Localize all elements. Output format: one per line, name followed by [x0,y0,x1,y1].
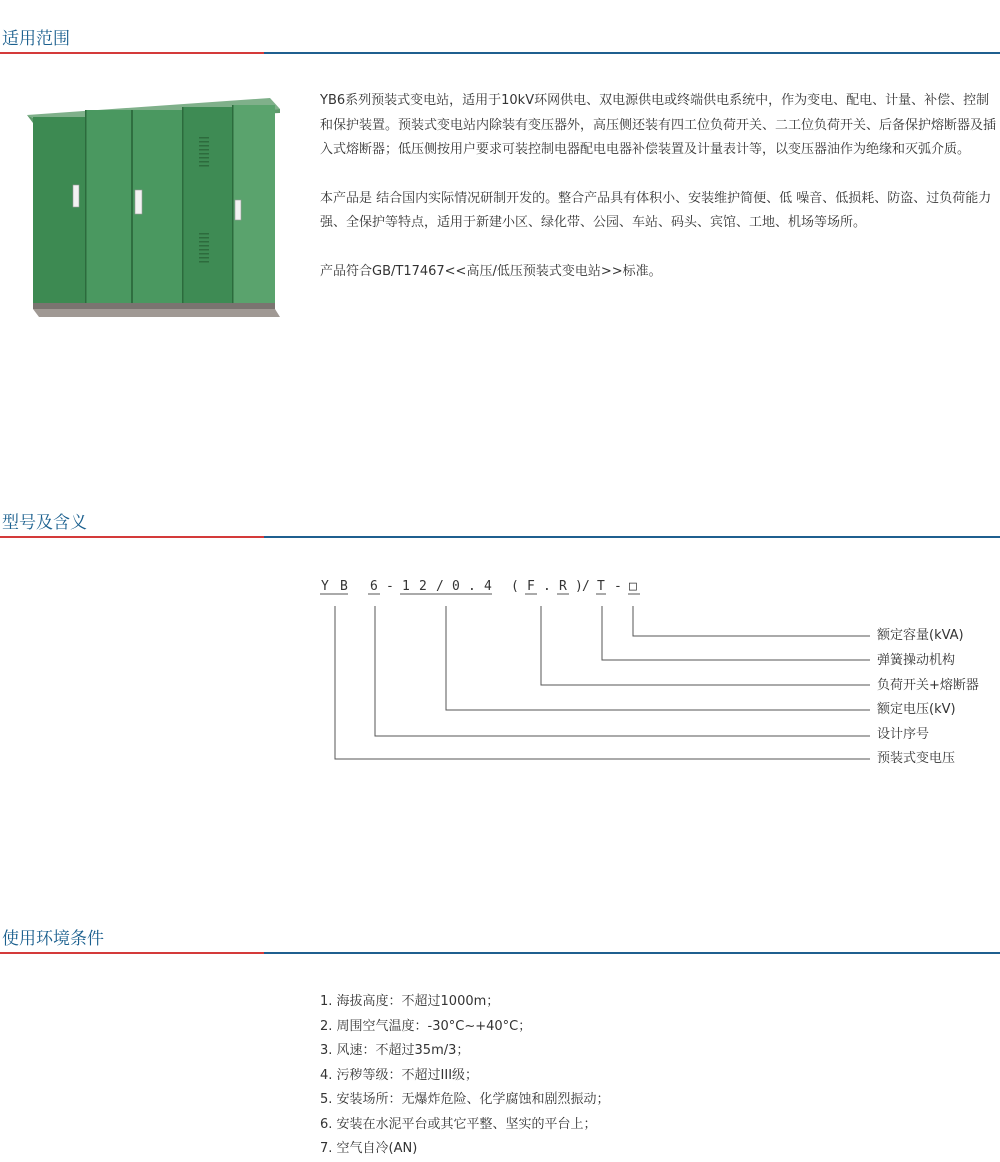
list-item: 2. 周围空气温度：-30°C~+40°C； [320,1018,532,1034]
model-char: B [340,579,348,594]
meaning-load-switch-fuse: 负荷开关+熔断器 [877,678,979,693]
scope-description [320,89,1000,308]
section-title-env: 使用环境条件 [2,929,104,949]
scope-paragraph-3: 产品符合GB/T17467<<高压/低压预装式变电站>>标准。 [320,263,662,279]
model-char: Y [321,579,329,594]
model-char: . [468,579,476,594]
scope-paragraph-2: 本产品是 结合国内实际情况研制开发的。整合产品具有体积小、安装维护简便、低 噪音、低损耗、防盗、过负荷能力强、全保护等特点，适用于新建小区、绿化带、公园、车站、码头、宾馆、工地、机场等场所。 [320,190,992,230]
model-char: / [582,579,590,594]
model-char: . [543,579,551,594]
list-item: 6. 安装在水泥平台或其它平整、坚实的平台上； [320,1116,597,1132]
model-char: - [386,579,394,594]
section-divider [0,536,1000,539]
list-item: 5. 安装场所：无爆炸危险、化学腐蚀和剧烈振动； [320,1092,610,1107]
model-char: □ [629,579,637,594]
model-char: R [559,579,567,594]
model-char: ( [511,579,519,594]
environment-conditions-list [320,990,610,1162]
model-char: 6 [370,579,378,594]
meaning-design-serial: 设计序号 [877,727,930,742]
section-divider [0,52,1000,55]
model-char: ) [575,579,583,594]
model-char: 4 [484,579,492,594]
meaning-rated-voltage: 额定电压(kV) [877,702,956,717]
scope-paragraph-1: YB6系列预装式变电站，适用于10kV环网供电、双电源供电或终端供电系统中，作为变电、配电、计量、补偿、控制和保护装置。预装式变电站内除装有变压器外，高压侧还装有四工位负荷开关、二工位负荷开关、后备保护熔断器及插入式熔断器；低压侧按用户要求可装控制电器配电电器补偿装置及计量表计等，以变压器油作为绝缘和灭弧介质。 [320,93,997,157]
list-item: 3. 风速：不超过35m/3； [320,1043,470,1058]
list-item: 1. 海拔高度：不超过1000m； [320,994,500,1009]
section-title-model: 型号及含义 [2,513,87,533]
meaning-rated-capacity: 额定容量(kVA) [877,628,964,643]
section-title-scope: 适用范围 [2,29,70,49]
model-char: F [527,579,535,594]
list-item: 7. 空气自冷(AN) [320,1141,418,1156]
model-char: T [597,579,605,594]
model-char: 1 [402,579,410,594]
substation-cabinet-image [25,95,285,323]
meaning-spring-mechanism: 弹簧操动机构 [877,653,956,668]
model-char: 0 [452,579,460,594]
model-char: - [614,579,622,594]
section-divider [0,952,1000,955]
list-item: 4. 污秽等级：不超过III级； [320,1067,479,1083]
meaning-prefab-substation: 预装式变电压 [877,751,956,766]
model-code-diagram [300,570,1000,780]
model-char: / [436,579,444,594]
model-char: 2 [419,579,427,594]
